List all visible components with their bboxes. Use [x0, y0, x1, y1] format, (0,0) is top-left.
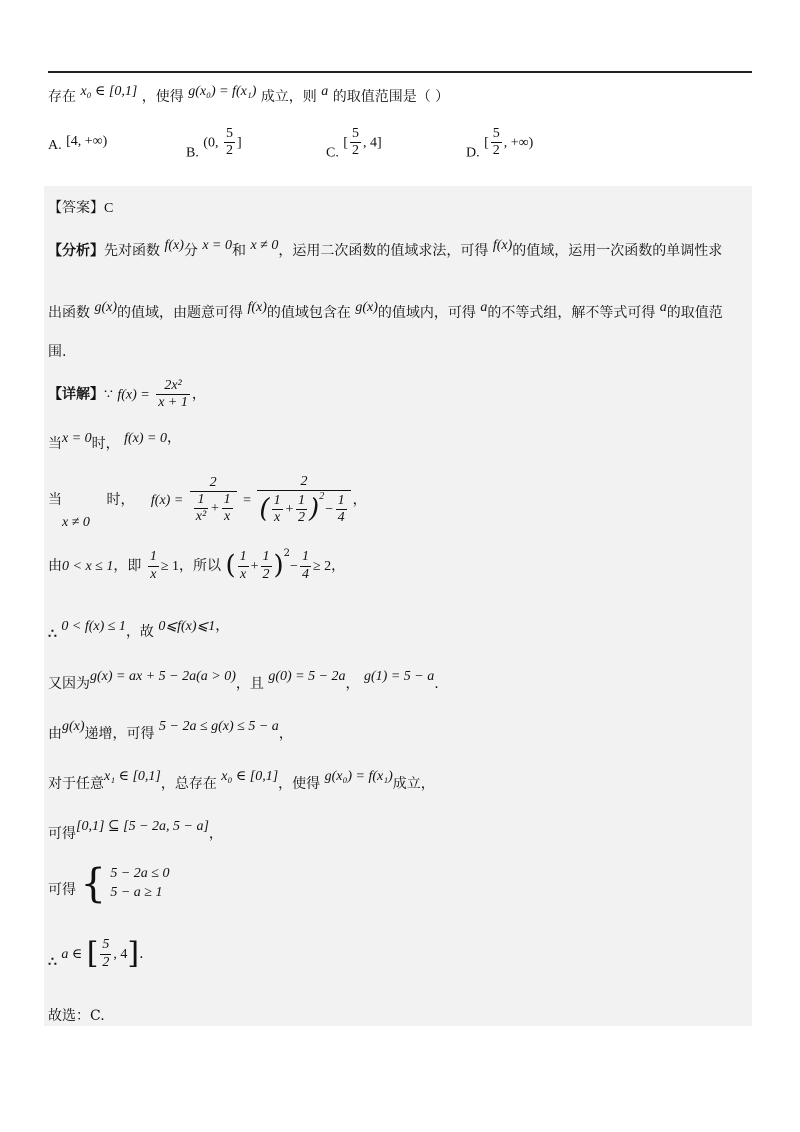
- detail-text: ，总存在: [160, 776, 217, 792]
- analysis-label: 【分析】: [48, 243, 104, 259]
- detail-text: 当: [48, 436, 62, 452]
- detail-line-7: [48, 718, 293, 743]
- frac-num: 5: [491, 126, 502, 143]
- analysis-text: 分: [183, 243, 198, 259]
- analysis-text: 的值域，由题意可得: [117, 305, 243, 321]
- detail-text: 由: [48, 558, 62, 574]
- analysis-text: 围.: [48, 344, 67, 360]
- detail-line-5: [48, 618, 229, 643]
- math-a-in: a ∈: [61, 947, 83, 962]
- frac-num: 5: [224, 126, 235, 143]
- detail-line-1: [48, 378, 206, 411]
- math-fx-lhs: f(x) =: [150, 493, 184, 509]
- math-x-eq-0: x = 0: [62, 431, 92, 446]
- punct: ，: [278, 726, 293, 742]
- math-x-ne-0: x ≠ 0: [62, 514, 90, 530]
- detail-text: ，且: [235, 676, 264, 692]
- math-range-x: 0 < x ≤ 1: [62, 559, 114, 574]
- because-symbol: ∵: [104, 386, 113, 403]
- math-g0: g(0) = 5 − 2a: [268, 669, 346, 684]
- analysis-line-2: [48, 300, 723, 322]
- question-text: 的取值范围是（ ）: [332, 89, 450, 105]
- option-value: ]: [236, 135, 242, 151]
- option-value: , 4]: [362, 135, 382, 151]
- option-label: C.: [326, 145, 339, 161]
- frac-den: x: [150, 566, 157, 582]
- math-result-tail: , 4: [113, 947, 128, 962]
- frac-den: 2: [298, 510, 306, 526]
- frac-den: x²: [195, 509, 207, 525]
- math-fx: f(x): [164, 238, 184, 253]
- therefore-symbol: ∴: [48, 626, 57, 642]
- detail-text: ，使得: [278, 776, 321, 792]
- math-subset: [0,1] ⊆ [5 − 2a, 5 − a]: [76, 819, 209, 834]
- frac-num: 1: [194, 492, 208, 509]
- punct: ，: [167, 430, 181, 446]
- frac-num: 1: [300, 549, 311, 566]
- punct: ，: [215, 618, 230, 634]
- option-c[interactable]: [326, 126, 382, 162]
- frac-num: 1: [336, 493, 347, 510]
- punct: ，: [352, 492, 367, 509]
- math-op: −: [324, 502, 334, 518]
- fraction-2: [257, 474, 350, 526]
- detail-line-11: ∴ a ∈ [ $\frac{5}{2}$ , 4].: [48, 936, 144, 971]
- math-x-ne-0: x ≠ 0: [250, 238, 279, 253]
- analysis-text: 的取值范: [666, 305, 723, 321]
- inequality-system: [110, 865, 169, 903]
- detail-text: 又因为: [48, 676, 90, 692]
- frac-den: 4: [337, 510, 345, 526]
- math-op: +: [284, 502, 295, 518]
- analysis-line-1: [48, 238, 722, 260]
- punct: ，: [345, 676, 360, 692]
- math-g1: g(1) = 5 − a: [364, 669, 435, 684]
- math-x1-in: x₁ ∈ [0,1]: [104, 769, 161, 784]
- punct: .: [434, 676, 439, 692]
- math-ineq: ≥ 1: [160, 559, 179, 574]
- math-fx: f(x): [492, 238, 513, 253]
- math-ineq: ≥ 2: [312, 559, 332, 574]
- frac-num: 2: [190, 475, 237, 492]
- punct: ，: [208, 826, 223, 842]
- math-op: +: [210, 501, 220, 516]
- punct: .: [139, 946, 144, 962]
- math-a: a: [659, 300, 667, 315]
- answer-line: [48, 200, 113, 218]
- answer-label: 【答案】: [48, 200, 104, 216]
- detail-text: 时，: [91, 436, 120, 452]
- math-a: a: [480, 300, 488, 315]
- detail-text: ，即: [113, 558, 142, 574]
- answer-value: C: [104, 201, 114, 216]
- detail-text: ，所以: [179, 558, 221, 574]
- math-op: −: [290, 559, 298, 574]
- frac-den: 4: [301, 566, 309, 582]
- frac-den: x: [273, 510, 281, 526]
- option-value: [: [484, 135, 489, 151]
- option-value: , +∞): [503, 135, 534, 151]
- frac-num: 2: [257, 474, 350, 491]
- detail-label: 【详解】: [48, 386, 104, 403]
- exponent: 2: [319, 491, 325, 503]
- analysis-text: 出函数: [48, 305, 90, 321]
- frac-den: 2: [351, 143, 359, 159]
- analysis-text: 的值域，运用一次函数的单调性求: [512, 243, 723, 259]
- math-fx-zero: f(x) = 0: [124, 431, 167, 446]
- detail-text: 时，: [106, 492, 135, 508]
- option-value: [: [343, 135, 348, 151]
- frac-den: x: [224, 509, 231, 525]
- option-label: D.: [466, 145, 480, 161]
- detail-text: 由: [48, 726, 62, 742]
- detail-line-final: [48, 1008, 105, 1025]
- fraction-1: [190, 475, 237, 525]
- detail-line-8: [48, 768, 435, 793]
- frac-den: x + 1: [158, 395, 188, 411]
- punct: ，: [191, 386, 206, 403]
- frac-den: [190, 492, 237, 525]
- option-d[interactable]: [466, 126, 533, 162]
- analysis-text: 和: [232, 243, 247, 259]
- math-op: =: [243, 493, 251, 509]
- math-gx: g(x): [94, 300, 117, 315]
- math-fx-range: 0 < f(x) ≤ 1: [61, 619, 126, 634]
- top-rule: [48, 71, 752, 73]
- frac-num: 1: [261, 549, 272, 566]
- question-text: ，使得: [141, 89, 184, 105]
- frac-num: 1: [238, 549, 249, 566]
- final-answer-text: 故选：C.: [48, 1008, 105, 1024]
- detail-text: ，故: [125, 624, 154, 640]
- frac-num: 2x²: [156, 378, 190, 395]
- frac-den: 2: [225, 143, 233, 159]
- math-fx-range: 0⩽f(x)⩽1: [158, 619, 216, 634]
- detail-text: 递增，可得: [84, 726, 155, 742]
- analysis-text: 的值域内，可得: [377, 305, 476, 321]
- analysis-line-3: [48, 344, 66, 361]
- option-a[interactable]: [48, 134, 107, 155]
- math-fx-lhs: f(x) =: [117, 387, 150, 403]
- therefore-symbol: ∴: [48, 954, 57, 970]
- exponent: 2: [283, 548, 291, 559]
- system-row: 5 − a ≥ 1: [110, 885, 163, 900]
- math-a: a: [321, 84, 329, 99]
- math-gx-range: 5 − 2a ≤ g(x) ≤ 5 − a: [159, 719, 279, 734]
- frac-den: 2: [492, 143, 500, 159]
- frac-num: 1: [148, 549, 159, 566]
- question-text: 成立，则: [260, 89, 317, 105]
- option-b[interactable]: [186, 126, 242, 162]
- detail-text: 对于任意: [48, 776, 104, 792]
- option-value: (0,: [203, 135, 222, 151]
- detail-line-2: [48, 430, 181, 453]
- punct: ，: [331, 558, 346, 574]
- frac-num: 1: [272, 493, 283, 510]
- option-label: B.: [186, 145, 199, 161]
- frac-den: x: [240, 566, 247, 582]
- math-gx: g(x): [355, 300, 378, 315]
- frac-den: ( $\frac{1}{x}$ + $\frac{1}{2}$ )$^2$− $\frac{1}{4}$: [259, 491, 345, 526]
- frac-num: 5: [350, 126, 361, 143]
- frac-num: 5: [100, 937, 111, 954]
- math-gx-def: g(x) = ax + 5 − 2a(a > 0): [90, 669, 236, 684]
- math-x0-in: x₀ ∈ [0,1]: [80, 84, 138, 99]
- detail-line-6: [48, 668, 439, 693]
- math-x-eq-0: x = 0: [202, 238, 233, 253]
- detail-line-3: [48, 474, 367, 532]
- detail-line-10: 可得 { 5 − 2a ≤ 0 5 − a ≥ 1: [48, 861, 170, 907]
- math-equation: g(x₀) = f(x₁): [188, 84, 257, 99]
- question-text: 存在: [48, 89, 76, 105]
- math-fx: f(x): [247, 300, 267, 315]
- detail-text: 成立，: [392, 776, 435, 792]
- question-line: [48, 84, 449, 106]
- math-gx: g(x): [62, 719, 85, 734]
- analysis-text: 的值域包含在: [266, 305, 351, 321]
- math-g-eq-f: g(x₀) = f(x₁): [324, 769, 393, 784]
- analysis-text: ，运用二次函数的值域求法，可得: [278, 243, 489, 259]
- detail-line-9: [48, 818, 223, 843]
- system-row: 5 − 2a ≤ 0: [110, 866, 170, 882]
- math-x0-in: x₀ ∈ [0,1]: [221, 769, 279, 784]
- frac-num: 1: [222, 492, 233, 509]
- analysis-text: 先对函数: [104, 243, 160, 259]
- frac-num: 1: [296, 493, 307, 510]
- detail-line-4: 由0 < x ≤ 1，即 $\frac{1}{x}$ ≥ 1，所以 ( $\frac{1}{x}$ + $\frac{1}{2}$ )$^2$− $\frac{1}{4}$ ≥ 2，: [48, 548, 346, 582]
- detail-text: 当: [48, 492, 62, 508]
- detail-text: 可得: [48, 826, 76, 842]
- analysis-text: 的不等式组，解不等式可得: [487, 305, 656, 321]
- math-op: +: [250, 559, 259, 574]
- option-value: [4, +∞): [66, 134, 108, 149]
- option-label: A.: [48, 138, 62, 153]
- detail-text: 可得: [48, 882, 76, 898]
- frac-den: 2: [102, 954, 110, 970]
- frac-den: 2: [262, 566, 270, 582]
